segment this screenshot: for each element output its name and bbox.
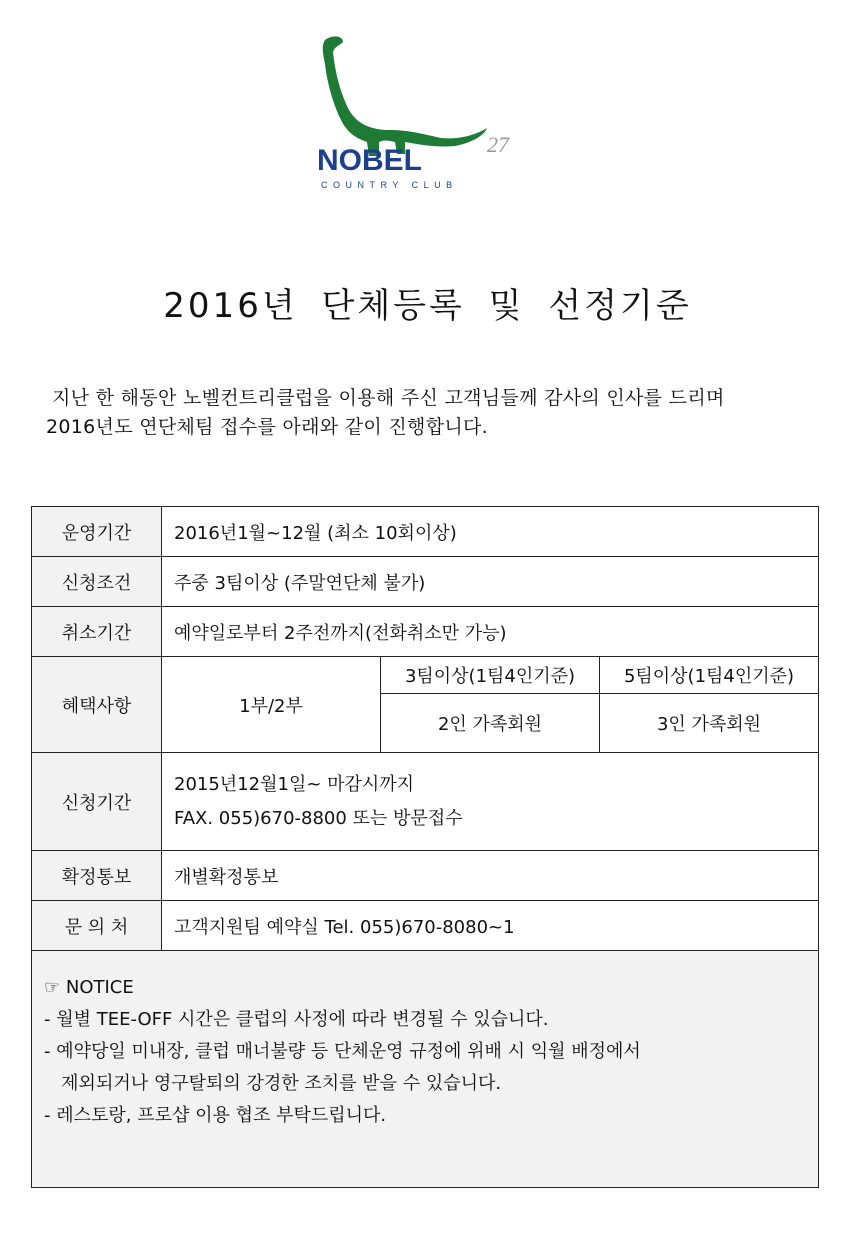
confirm-label: 확정통보 [32,851,162,901]
benefit-col2-header: 5팀이상(1팀4인기준) [600,657,819,694]
dinosaur-logo-icon [305,30,525,190]
benefit-label: 혜택사항 [32,657,162,753]
intro-text [46,384,806,442]
row-inquiry [32,901,819,951]
intro-line-2: 2016년도 연단체팀 접수를 아래와 같이 진행합니다. [46,416,489,438]
benefit-col2-value: 3인 가족회원 [600,694,819,753]
benefit-session: 1부/2부 [162,657,381,753]
registration-table [31,506,819,1188]
confirm-value: 개별확정통보 [162,851,819,901]
logo-subtitle: COUNTRY CLUB [321,180,458,190]
notice-line-1: - 월별 TEE-OFF 시간은 클럽의 사정에 따라 변경될 수 있습니다. [44,1009,549,1030]
intro-line-1: 지난 한 해동안 노벨컨트리클럽을 이용해 주신 고객님들께 감사의 인사를 드리며 [52,387,725,409]
notice-line-2: - 예약당일 미내장, 클럽 매너불량 등 단체운영 규정에 위배 시 익월 배정에서 [44,1041,641,1062]
notice-box [32,951,819,1188]
row-benefit-header [32,657,819,694]
row-notice [32,951,819,1188]
row-cancel [32,607,819,657]
apply-line-2: FAX. 055)670-8800 또는 방문접수 [174,807,463,829]
cancel-value: 예약일로부터 2주전까지(전화취소만 가능) [162,607,819,657]
benefit-col1-header: 3팀이상(1팀4인기준) [381,657,600,694]
notice-line-4: - 레스토랑, 프로샵 이용 협조 부탁드립니다. [44,1105,387,1126]
logo-wordmark: NOBEL [317,144,422,177]
period-label: 운영기간 [32,507,162,557]
page-title: 2016년 단체등록 및 선정기준 [163,286,692,326]
row-condition [32,557,819,607]
logo-superscript: 27 [487,132,509,157]
dinosaur-shape [323,36,487,156]
nobel-logo [305,30,525,190]
benefit-col1-value: 2인 가족회원 [381,694,600,753]
apply-value [162,753,819,851]
row-apply [32,753,819,851]
apply-label: 신청기간 [32,753,162,851]
condition-label: 신청조건 [32,557,162,607]
period-value: 2016년1월~12월 (최소 10회이상) [162,507,819,557]
notice-title: ☞ NOTICE [44,977,134,998]
notice-line-3: 제외되거나 영구탈퇴의 강경한 조치를 받을 수 있습니다. [44,1073,502,1094]
inquiry-value: 고객지원팀 예약실 Tel. 055)670-8080~1 [162,901,819,951]
cancel-label: 취소기간 [32,607,162,657]
row-confirm [32,851,819,901]
row-period [32,507,819,557]
condition-value: 주중 3팀이상 (주말연단체 불가) [162,557,819,607]
apply-line-1: 2015년12월1일~ 마감시까지 [174,773,415,795]
inquiry-label: 문 의 처 [32,901,162,951]
